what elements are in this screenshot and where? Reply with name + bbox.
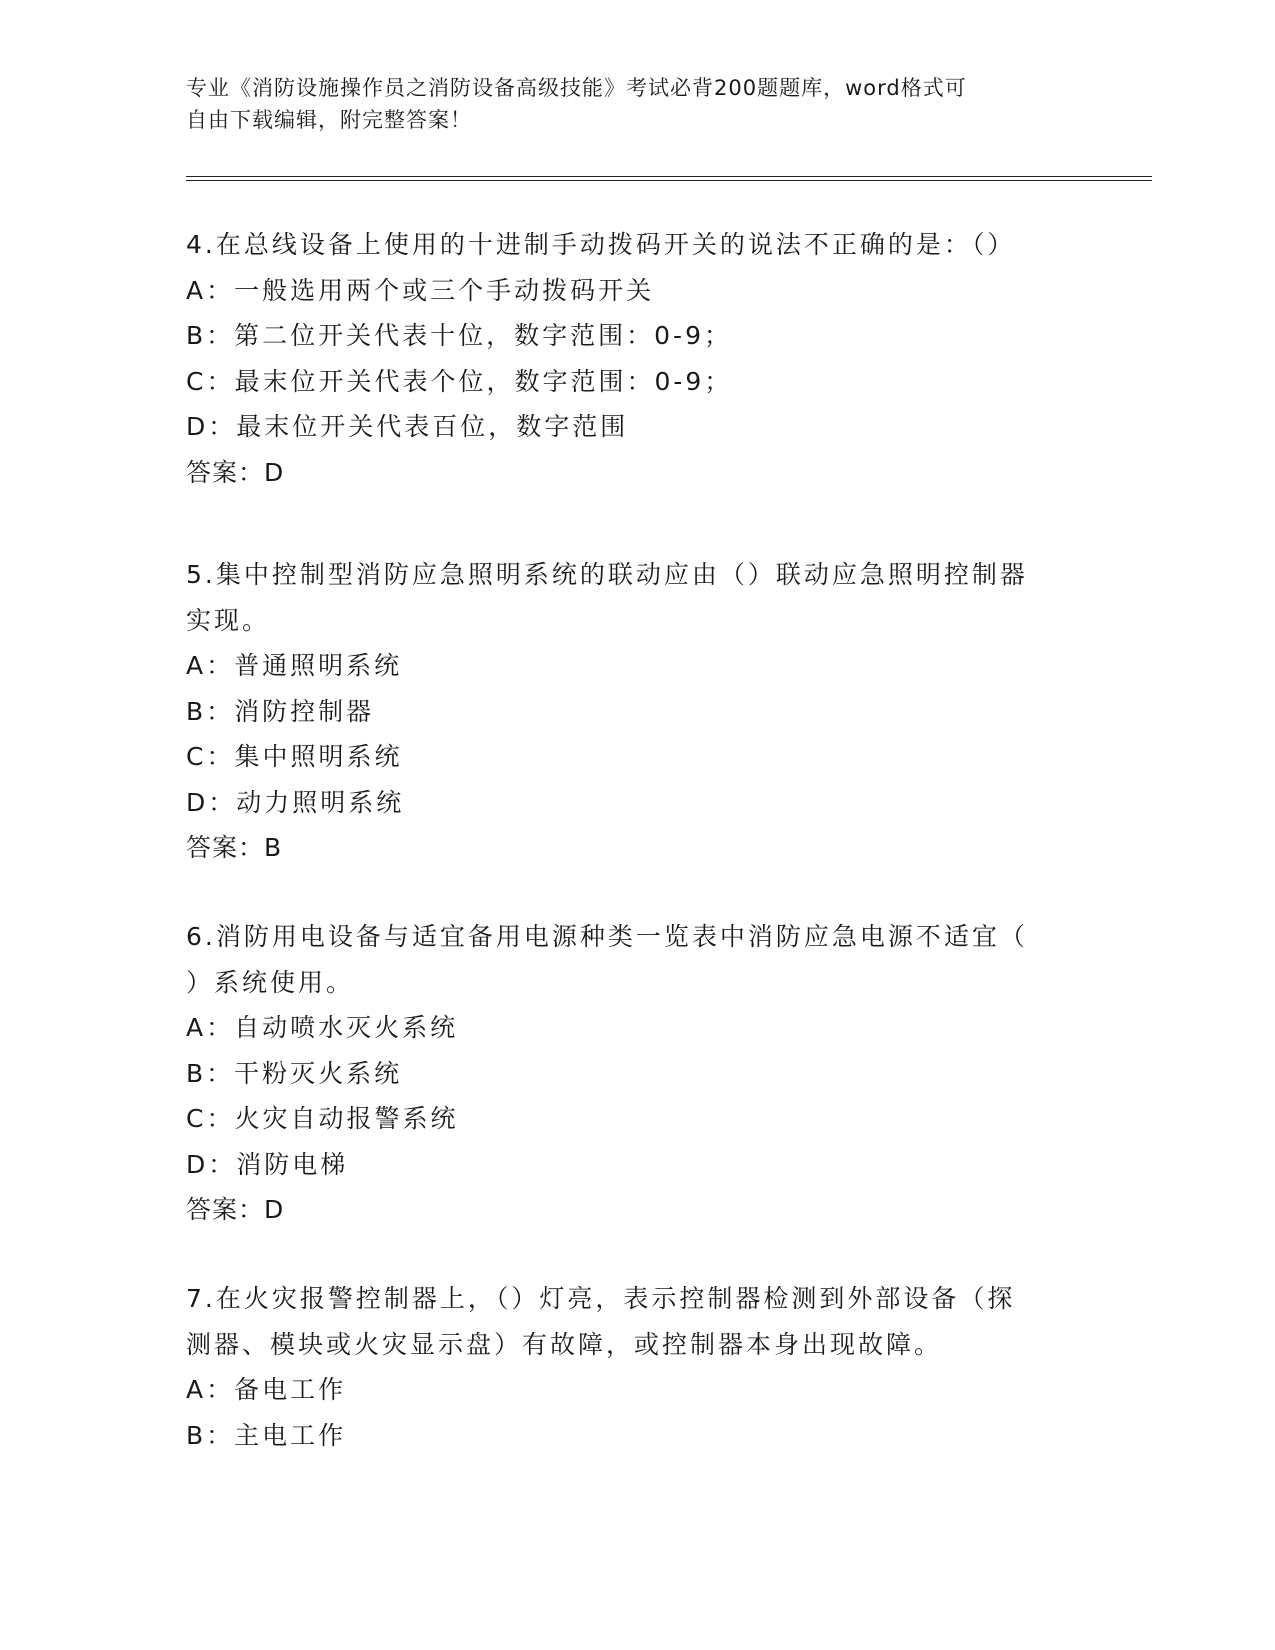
option-d: D：消防电梯 bbox=[186, 1149, 349, 1179]
option-a: A：普通照明系统 bbox=[186, 651, 403, 680]
question-stem-continued: 实现。 bbox=[186, 605, 271, 635]
question-4 bbox=[186, 222, 1086, 495]
option-c: C：集中照明系统 bbox=[186, 742, 403, 771]
question-stem: 7.在火灾报警控制器上，（）灯亮，表示控制器检测到外部设备（探 bbox=[186, 1284, 1016, 1313]
header-text bbox=[186, 72, 1066, 136]
question-5 bbox=[186, 552, 1086, 871]
option-b: B：消防控制器 bbox=[186, 696, 375, 726]
option-a: A：自动喷水灭火系统 bbox=[186, 1013, 459, 1042]
header-line-2: 自由下载编辑，附完整答案！ bbox=[186, 108, 472, 132]
answer: 答案：B bbox=[186, 833, 283, 862]
question-6 bbox=[186, 914, 1086, 1233]
header-line-1: 专业《消防设施操作员之消防设备高级技能》考试必背200题题库，word格式可 bbox=[186, 76, 967, 100]
answer: 答案：D bbox=[186, 1195, 285, 1224]
question-7 bbox=[186, 1276, 1086, 1458]
option-b: B：干粉灭火系统 bbox=[186, 1058, 403, 1088]
option-a: A：一般选用两个或三个手动拨码开关 bbox=[186, 275, 655, 305]
option-b: B：主电工作 bbox=[186, 1420, 347, 1450]
option-d: D：最末位开关代表百位，数字范围 bbox=[186, 412, 629, 441]
question-stem: 6.消防用电设备与适宜备用电源种类一览表中消防应急电源不适宜（ bbox=[186, 922, 1028, 951]
question-stem: 5.集中控制型消防应急照明系统的联动应由（）联动应急照明控制器 bbox=[186, 560, 1028, 589]
question-stem-continued: ）系统使用。 bbox=[186, 967, 355, 997]
option-b: B：第二位开关代表十位，数字范围：0-9； bbox=[186, 321, 732, 350]
answer: 答案：D bbox=[186, 457, 285, 487]
option-d: D：动力照明系统 bbox=[186, 787, 405, 817]
option-c: C：火灾自动报警系统 bbox=[186, 1104, 459, 1133]
question-stem: 4.在总线设备上使用的十进制手动拨码开关的说法不正确的是：（） bbox=[186, 230, 1016, 259]
question-stem-continued: 测器、模块或火灾显示盘）有故障，或控制器本身出现故障。 bbox=[186, 1329, 943, 1359]
header-double-rule bbox=[186, 176, 1152, 181]
option-a: A：备电工作 bbox=[186, 1375, 347, 1404]
option-c: C：最末位开关代表个位，数字范围：0-9； bbox=[186, 366, 733, 396]
